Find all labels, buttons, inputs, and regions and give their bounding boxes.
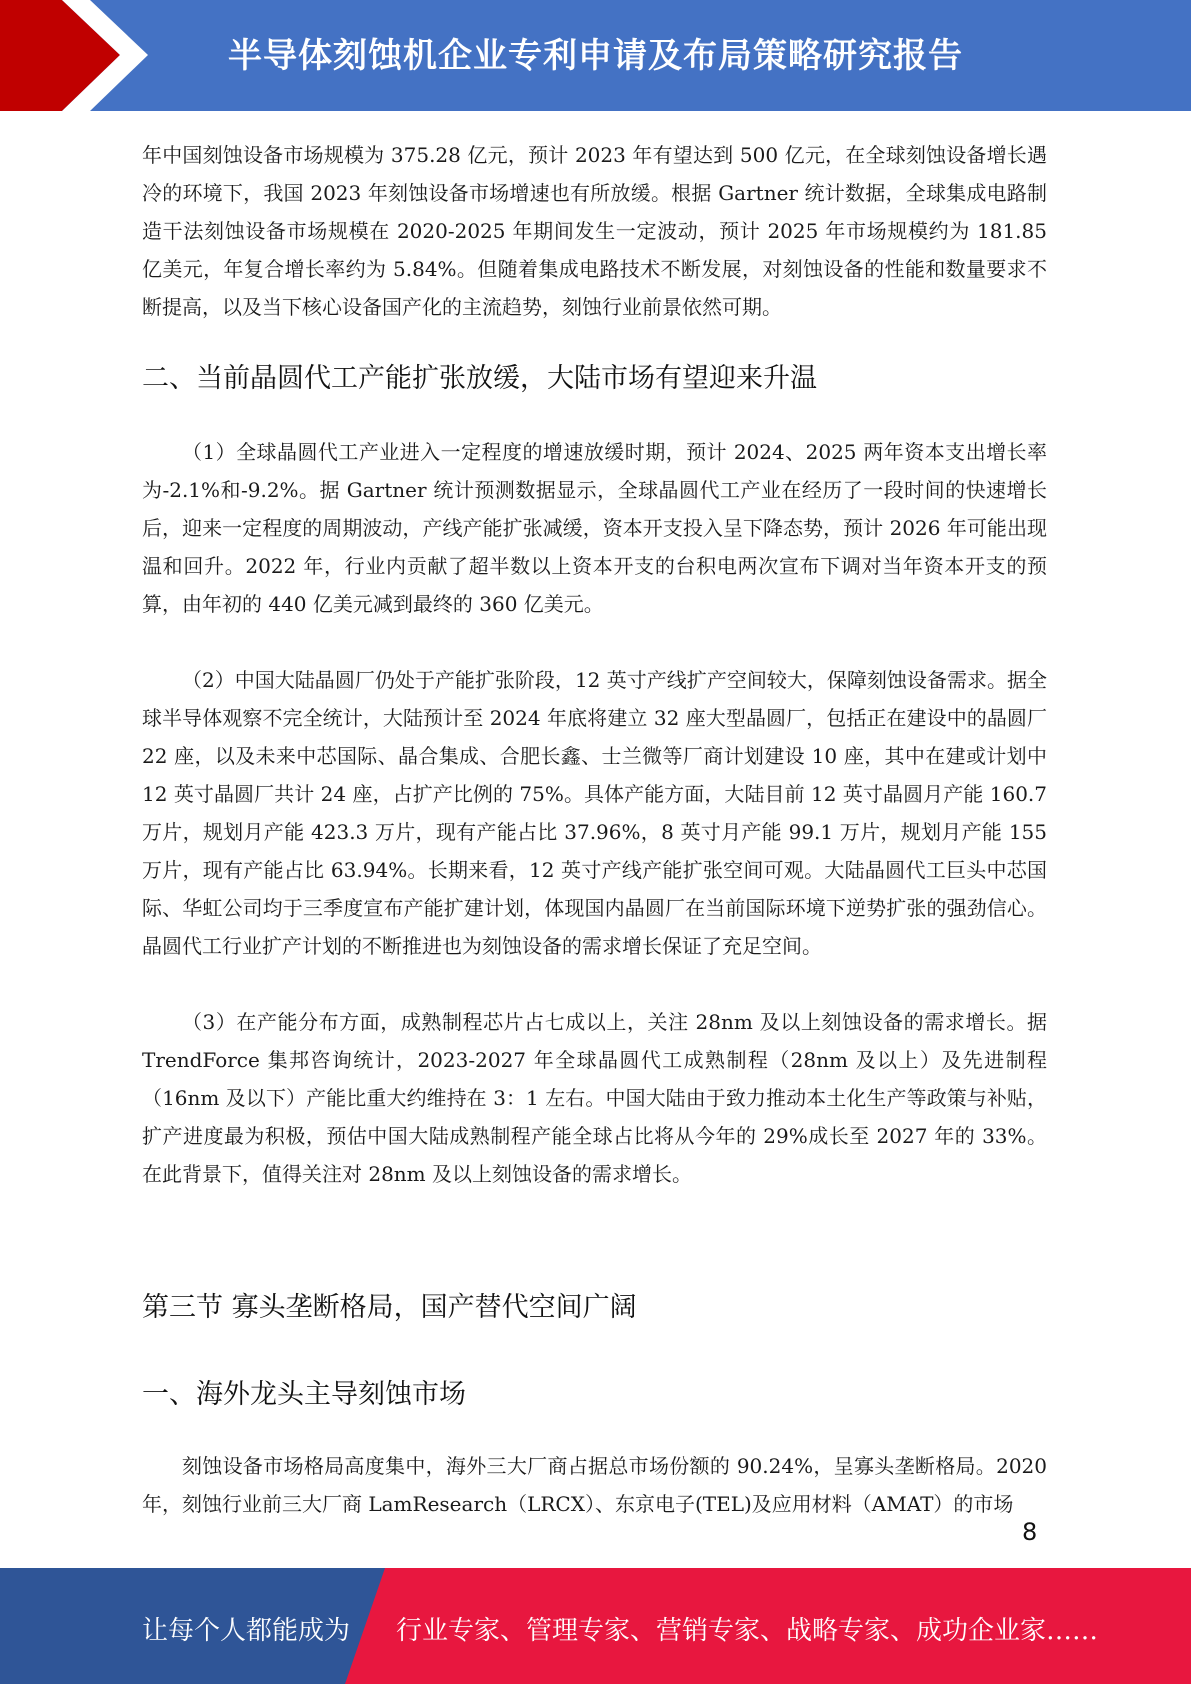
heading-section-1: 一、海外龙头主导刻蚀市场 xyxy=(142,1379,466,1410)
paragraph-4: 刻蚀设备市场格局高度集中，海外三大厂商占据总市场份额的 90.24%，呈寡头垄断格局。2020 年，刻蚀行业前三大厂商 LamResearch（LRCX）、东京电子(TEL)及应用材料（AMAT）的市场 xyxy=(142,1454,1047,1516)
heading-section-2: 二、当前晶圆代工产能扩张放缓，大陆市场有望迎来升温 xyxy=(142,363,817,394)
report-title: 半导体刻蚀机企业专利申请及布局策略研究报告 xyxy=(228,36,963,76)
page-header xyxy=(0,0,1191,111)
main-content xyxy=(142,136,1047,1523)
paragraph-1: （1）全球晶圆代工产业进入一定程度的增速放缓时期，预计 2024、2025 两年资本支出增长率为-2.1%和-9.2%。据 Gartner 统计预测数据显示，全球晶圆代工产业在经历了一段时间的快速增长后，迎来一定程度的周期波动，产线产能扩张减缓，资本开支投入呈下降态势，预计 2026 年可能出现温和回升。2022 年，行业内贡献了超半数以上资本开支的台积电两次宣布下调对当年资本开支的预算，由年初的 440 亿美元减到最终的 360 亿美元。 xyxy=(142,440,1047,616)
intro-paragraph: 年中国刻蚀设备市场规模为 375.28 亿元，预计 2023 年有望达到 500 亿元，在全球刻蚀设备增长遇冷的环境下，我国 2023 年刻蚀设备市场增速也有所放缓。根据 Gartner 统计数据，全球集成电路制造干法刻蚀设备市场规模在 2020-2025 年期间发生一定波动，预计 2025 年市场规模约为 181.85 亿美元，年复合增长率约为 5.84%。但随着集成电路技术不断发展，对刻蚀设备的性能和数量要求不断提高，以及当下核心设备国产化的主流趋势，刻蚀行业前景依然可期。 xyxy=(142,143,1047,319)
footer-slogan-left: 让每个人都能成为 xyxy=(142,1616,351,1646)
footer-slogan-right: 行业专家、管理专家、营销专家、战略专家、成功企业家…… xyxy=(396,1616,1099,1646)
page-number: 8 xyxy=(1022,1518,1038,1546)
section-3-title: 第三节 寡头垄断格局，国产替代空间广阔 xyxy=(142,1292,637,1323)
paragraph-3: （3）在产能分布方面，成熟制程芯片占七成以上，关注 28nm 及以上刻蚀设备的需求增长。据 TrendForce 集邦咨询统计，2023-2027 年全球晶圆代工成熟制程（28nm 及以上）及先进制程（16nm 及以下）产能比重大约维持在 3：1 左右。中国大陆由于致力推动本土化生产等政策与补贴，扩产进度最为积极，预估中国大陆成熟制程产能全球占比将从今年的 29%成长至 2027 年的 33%。在此背景下，值得关注对 28nm 及以上刻蚀设备的需求增长。 xyxy=(142,1010,1047,1186)
header-chevron-decoration xyxy=(0,0,160,111)
paragraph-2: （2）中国大陆晶圆厂仍处于产能扩张阶段，12 英寸产线扩产空间较大，保障刻蚀设备需求。据全球半导体观察不完全统计，大陆预计至 2024 年底将建立 32 座大型晶圆厂，包括正在建设中的晶圆厂 22 座，以及未来中芯国际、晶合集成、合肥长鑫、士兰微等厂商计划建设 10 座，其中在建或计划中 12 英寸晶圆厂共计 24 座，占扩产比例的 75%。具体产能方面，大陆目前 12 英寸晶圆月产能 160.7 万片，规划月产能 423.3 万片，现有产能占比 37.96%，8 英寸月产能 99.1 万片，规划月产能 155 万片，现有产能占比 63.94%。长期来看，12 英寸产线产能扩张空间可观。大陆晶圆代工巨头中芯国际、华虹公司均于三季度宣布产能扩建计划，体现国内晶圆厂在当前国际环境下逆势扩张的强劲信心。晶圆代工行业扩产计划的不断推进也为刻蚀设备的需求增长保证了充足空间。 xyxy=(142,668,1047,958)
